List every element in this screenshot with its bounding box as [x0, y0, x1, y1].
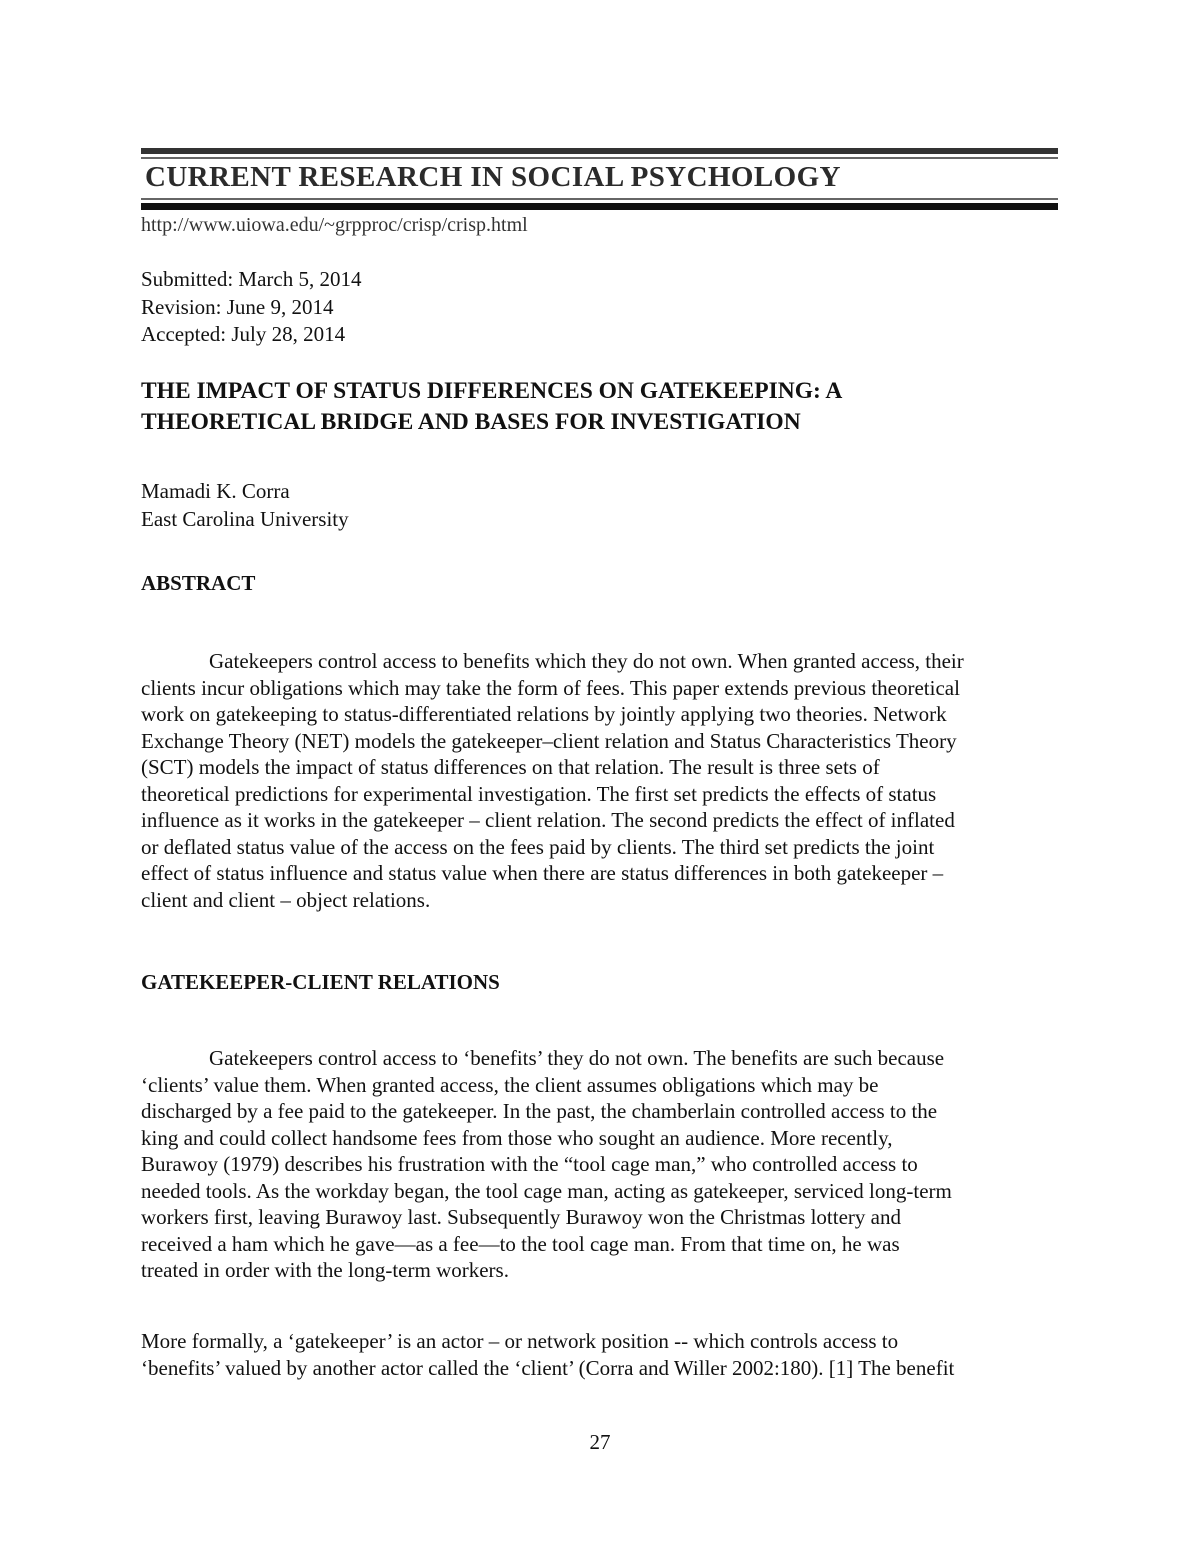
text-line: theoretical predictions for experimental investigation. The first set predicts the effects of status — [141, 781, 937, 806]
text-line: clients incur obligations which may take the form of fees. This paper extends previous theoretical — [141, 675, 960, 700]
text-line: discharged by a fee paid to the gatekeeper. In the past, the chamberlain controlled access to the — [141, 1099, 938, 1123]
title-line: THEORETICAL BRIDGE AND BASES FOR INVESTIGATION — [141, 409, 801, 435]
article-title — [141, 376, 1061, 438]
text-line: Gatekeepers control access to benefits which they do not own. When granted access, their — [209, 649, 964, 673]
text-line: treated in order with the long-term workers. — [141, 1258, 509, 1282]
text-line: influence as it works in the gatekeeper – client relation. The second predicts the effect of inflated — [141, 808, 955, 832]
text-line: received a ham which he gave—as a fee—to the tool cage man. From that time on, he was — [141, 1231, 900, 1256]
revision-date: Revision: June 9, 2014 — [141, 294, 334, 319]
accepted-date: Accepted: July 28, 2014 — [141, 322, 346, 346]
body-paragraph-2 — [141, 1328, 1061, 1381]
journal-title: CURRENT RESEARCH IN SOCIAL PSYCHOLOGY — [145, 161, 841, 193]
abstract-heading: ABSTRACT — [141, 571, 256, 595]
text-line: Gatekeepers control access to ‘benefits’ they do not own. The benefits are such because — [209, 1046, 945, 1070]
masthead-rule-bottom — [141, 203, 1058, 210]
section-heading-gatekeeper: GATEKEEPER-CLIENT RELATIONS — [141, 970, 500, 994]
text-line: ‘benefits’ valued by another actor called the ‘client’ (Corra and Willer 2002:180). [1] The benefit — [141, 1355, 955, 1380]
author-block — [141, 478, 349, 533]
text-line: needed tools. As the workday began, the tool cage man, acting as gatekeeper, serviced long-term — [141, 1178, 952, 1203]
text-line: Exchange Theory (NET) models the gatekeeper–client relation and Status Characteristics Theory — [141, 728, 957, 753]
text-line: (SCT) models the impact of status differences on that relation. The result is three sets of — [141, 755, 880, 779]
text-line: effect of status influence and status value when there are status differences in both gatekeeper – — [141, 861, 944, 885]
masthead-rule-top — [141, 148, 1058, 154]
journal-url: http://www.uiowa.edu/~grpproc/crisp/crisp.html — [141, 214, 528, 236]
masthead-rule-bottom-thin — [141, 198, 1058, 200]
text-line: work on gatekeeping to status-differentiated relations by jointly applying two theories. Network — [141, 702, 947, 726]
author-affiliation: East Carolina University — [141, 506, 349, 531]
text-line: More formally, a ‘gatekeeper’ is an actor – or network position -- which controls access to — [141, 1329, 899, 1353]
text-line: workers first, leaving Burawoy last. Subsequently Burawoy won the Christmas lottery and — [141, 1205, 901, 1229]
masthead-rule-top-thin — [141, 157, 1058, 159]
title-line: THE IMPACT OF STATUS DIFFERENCES ON GATEKEEPING: A — [141, 378, 843, 404]
text-line: ‘clients’ value them. When granted access, the client assumes obligations which may be — [141, 1072, 879, 1097]
body-paragraph-1 — [141, 1045, 1061, 1284]
page-number: 27 — [589, 1430, 611, 1454]
submission-dates — [141, 266, 361, 349]
text-line: client and client – object relations. — [141, 887, 431, 912]
submitted-date: Submitted: March 5, 2014 — [141, 267, 362, 291]
text-line: Burawoy (1979) describes his frustration with the “tool cage man,” who controlled access to — [141, 1152, 918, 1176]
abstract-paragraph — [141, 648, 1061, 913]
text-line: or deflated status value of the access on the fees paid by clients. The third set predicts the joint — [141, 834, 935, 859]
text-line: king and could collect handsome fees from those who sought an audience. More recently, — [141, 1125, 893, 1150]
author-name: Mamadi K. Corra — [141, 479, 290, 503]
